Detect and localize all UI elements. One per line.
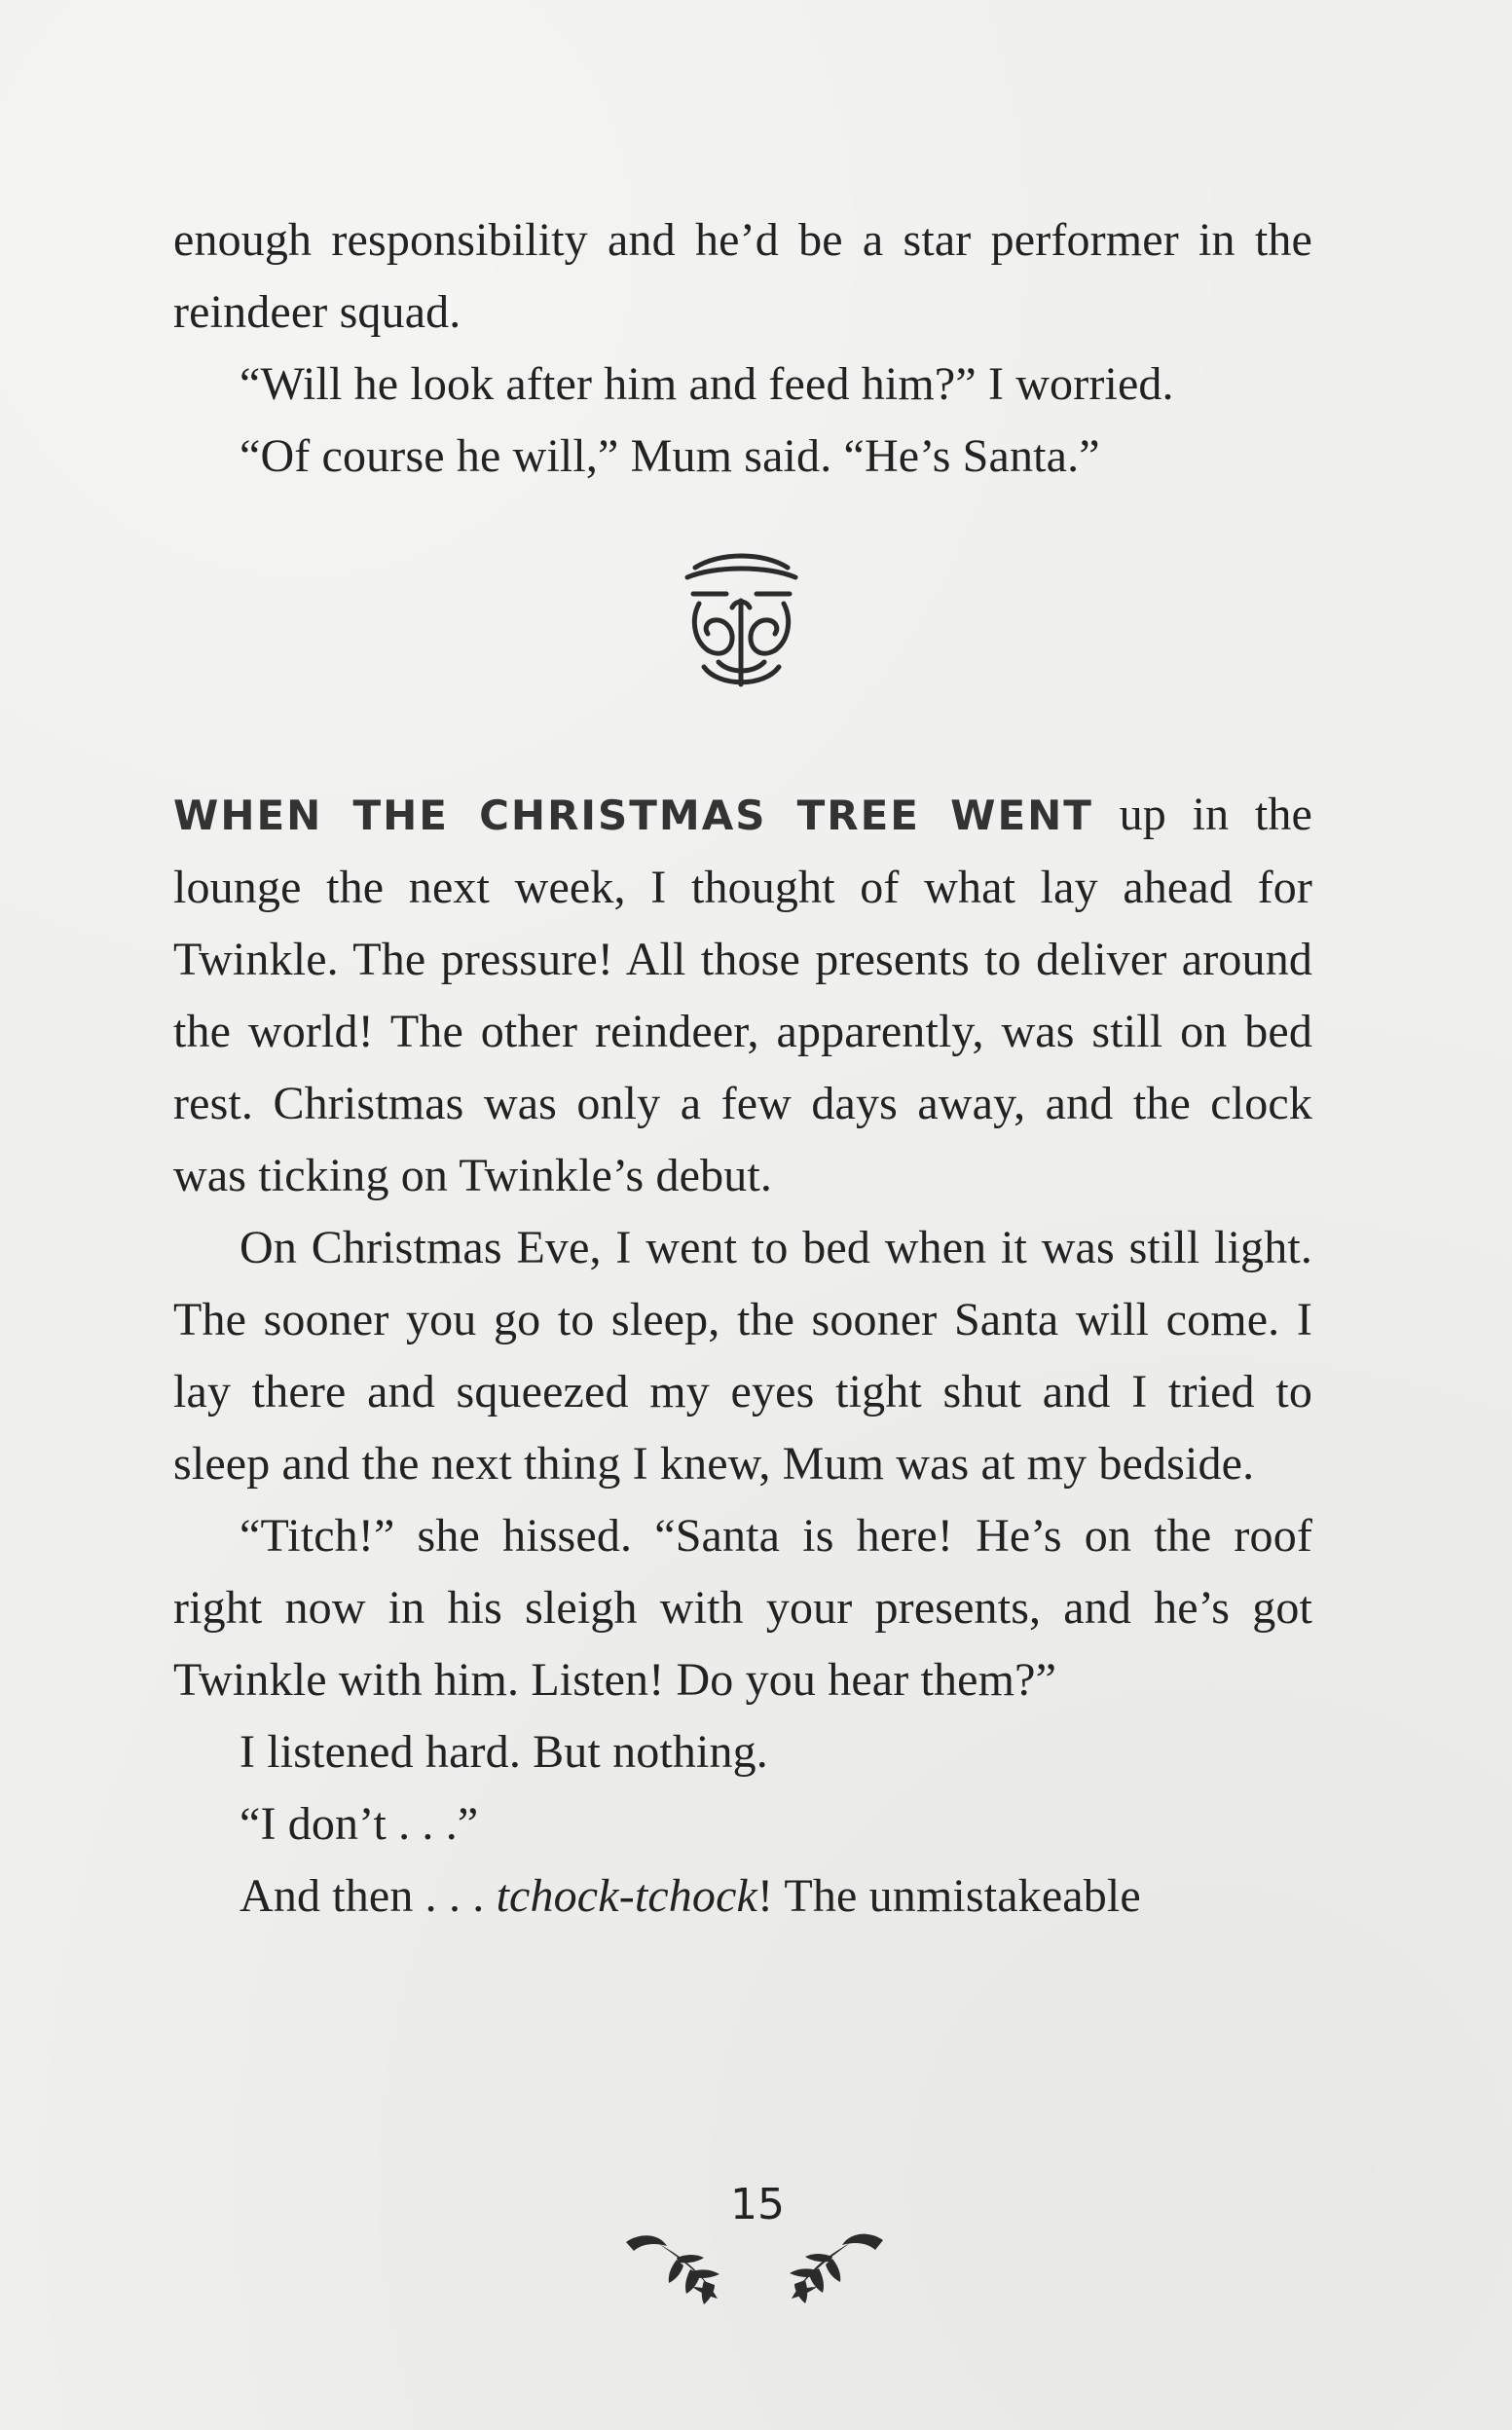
section-break-ornament — [676, 550, 807, 691]
paragraph-continuation: enough responsibility and he’d be a star performer in the reindeer squad. — [173, 214, 1312, 338]
paragraph-question: “Will he look after him and feed him?” I worried. — [240, 358, 1174, 410]
paragraph-answer: “Of course he will,” Mum said. “He’s Santa.” — [240, 430, 1100, 482]
section-opening-paragraph — [173, 779, 1312, 1212]
paragraph-titch: “Titch!” she hissed. “Santa is here! He’s on the roof right now in his sleigh with your presents, and he’s got Twinkle with him. Listen! Do you hear them?” — [173, 1510, 1312, 1706]
paragraph-dont: “I don’t . . .” — [240, 1798, 479, 1850]
section-opening-body: up in the lounge the next week, I thought of what lay ahead for Twinkle. The pressure! All those presents to deliver around the world! The other reindeer, apparently, was still on bed rest. Christmas was only a few days away, and the clock was ticking on Twinkle’s debut. — [173, 789, 1313, 1201]
unmistakeable-text: ! The unmistakeable — [757, 1870, 1141, 1922]
paragraph-christmas-eve: On Christmas Eve, I went to bed when it was still light. The sooner you go to sleep, the sooner Santa will come. I lay there and squeezed my eyes tight shut and I tried to sleep and the next thing I knew, Mum was at my bedside. — [173, 1222, 1312, 1490]
paragraph-and-then — [173, 1860, 1312, 1933]
main-text-block — [173, 779, 1312, 1933]
footer-ornament — [608, 2225, 901, 2312]
and-then-text: And then . . . — [240, 1870, 497, 1922]
paragraph-listened: I listened hard. But nothing. — [240, 1726, 768, 1778]
top-text-block — [173, 204, 1312, 493]
page-number: 15 — [730, 2180, 785, 2229]
section-lead-in: WHEN THE CHRISTMAS TREE WENT — [173, 792, 1093, 839]
tchock-sound: tchock-tchock — [496, 1870, 757, 1922]
